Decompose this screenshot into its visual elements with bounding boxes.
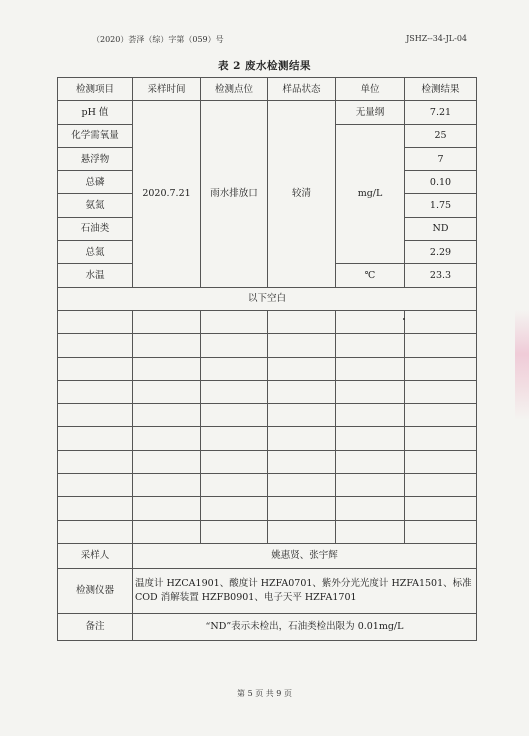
col-header: 检测结果: [405, 78, 477, 101]
col-header: 检测项目: [58, 78, 133, 101]
col-header: 检测点位: [201, 78, 268, 101]
col-header: 采样时间: [133, 78, 201, 101]
sample-time-cell: 2020.7.21: [133, 101, 201, 287]
result-cell: 0.10: [405, 171, 477, 194]
doc-number: （2020）荟泽（综）字第（059）号: [92, 35, 224, 44]
item-cell: 石油类: [58, 217, 133, 240]
empty-row: [58, 380, 477, 403]
wastewater-results-table: [57, 77, 477, 641]
result-cell: 7: [405, 147, 477, 170]
empty-row: [58, 357, 477, 380]
result-cell: 25: [405, 124, 477, 147]
empty-row: [58, 404, 477, 427]
empty-row: [58, 334, 477, 357]
unit-cell: ℃: [336, 264, 405, 287]
sampler-value: 姚惠贤、张宇辉: [133, 543, 477, 568]
instrument-row: [58, 568, 477, 613]
page-number: 第 5 页 共 9 页: [237, 689, 292, 698]
ink-speck: [403, 318, 405, 320]
sampler-label: 采样人: [58, 543, 133, 568]
col-header: 单位: [336, 78, 405, 101]
result-cell: 2.29: [405, 241, 477, 264]
table-header-row: [58, 78, 477, 101]
page-stain: [515, 310, 529, 420]
empty-row: [58, 520, 477, 543]
blank-note: 以下空白: [58, 287, 477, 310]
blank-note-row: [58, 287, 477, 310]
empty-row: [58, 497, 477, 520]
table-row: [58, 101, 477, 124]
remark-value: “ND”表示未检出，石油类检出限为 0.01mg/L: [133, 613, 477, 640]
instrument-value: 温度计 HZCA1901、酸度计 HZFA0701、紫外分光光度计 HZFA1501、标准 COD 消解装置 HZFB0901、电子天平 HZFA1701: [133, 568, 477, 613]
item-cell: 化学需氧量: [58, 124, 133, 147]
remark-row: [58, 613, 477, 640]
sampler-row: [58, 543, 477, 568]
empty-row: [58, 427, 477, 450]
sample-state-cell: 较清: [268, 101, 336, 287]
result-cell: 1.75: [405, 194, 477, 217]
item-cell: 总氮: [58, 241, 133, 264]
item-cell: 悬浮物: [58, 147, 133, 170]
unit-cell: 无量纲: [336, 101, 405, 124]
instrument-label: 检测仪器: [58, 568, 133, 613]
empty-row: [58, 474, 477, 497]
unit-cell: mg/L: [336, 124, 405, 264]
empty-row: [58, 450, 477, 473]
remark-label: 备注: [58, 613, 133, 640]
item-cell: pH 值: [58, 101, 133, 124]
item-cell: 总磷: [58, 171, 133, 194]
form-code: JSHZ--34-JL-04: [406, 34, 467, 43]
result-cell: 23.3: [405, 264, 477, 287]
empty-row: [58, 310, 477, 333]
result-cell: ND: [405, 217, 477, 240]
sample-point-cell: 雨水排放口: [201, 101, 268, 287]
item-cell: 水温: [58, 264, 133, 287]
result-cell: 7.21: [405, 101, 477, 124]
table-title: 表 2 废水检测结果: [217, 60, 312, 72]
col-header: 样品状态: [268, 78, 336, 101]
item-cell: 氨氮: [58, 194, 133, 217]
